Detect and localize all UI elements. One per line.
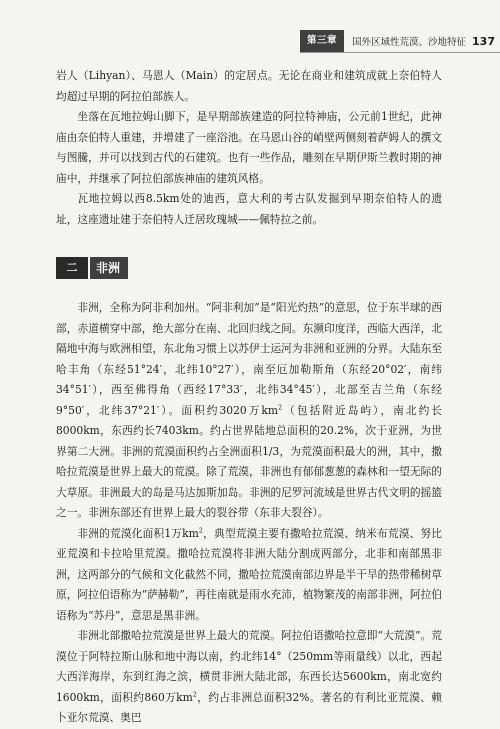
running-header xyxy=(300,30,500,52)
text-run: 非洲的荒漠化面积1万km xyxy=(77,526,199,540)
text-run: ，典型荒漠主要有撒哈拉荒漠、纳米布荒漠、努比亚荒漠和卡拉哈里荒漠。撒哈拉荒漠将非洲大陆分割成两部分，北非和南部黑非洲，这两部分的气候和文化截然不同，撒哈拉荒漠南部边界是半干旱的热带稀树草原，阿拉伯语称为“萨赫勒”，再往南就是雨水充沛，植物繁茂的南部非洲，阿拉伯语称为“苏丹”，意思是黑非洲。 xyxy=(56,526,442,622)
superscript: 2 xyxy=(198,525,203,534)
superscript: 2 xyxy=(278,402,283,411)
page-body xyxy=(56,66,442,729)
header-rule xyxy=(300,52,500,53)
paragraph xyxy=(56,524,442,627)
text-run: ，约占非洲总面积32%。著名的有利比亚荒漠、赖卜亚尔荒漠、奥巴 xyxy=(56,690,442,724)
page-number: 137 xyxy=(472,34,495,48)
paragraph: 瓦地拉姆以西8.5km处的迪西，意大利的考古队发掘到早期奈伯特人的遗址，这座遗址建于奈伯特人迁居玫瑰城——佩特拉之前。 xyxy=(56,192,442,226)
section-heading xyxy=(56,256,442,280)
paragraph: 坐落在瓦地拉姆山脚下，是早期部族建造的阿拉特神庙，公元前1世纪，此神庙由奈伯特人重建，并增建了一座浴池。在马恩山谷的峭壁两侧刻着萨姆人的撰文与图騰，并可以找到古代的石建筑。也有一些作品，雕刻在早期伊斯兰教时期的神庙中，并继承了阿拉伯部族神庙的建筑风格。 xyxy=(56,110,442,185)
text-run: 非洲，全称为阿非利加州。“阿非利加”是“阳光灼热”的意思，位于东半球的西部，赤道横穿中部，绝大部分在南、北回归线之间。东濒印度洋，西临大西洋，北隔地中海与欧洲相望，东北角习惯上以苏伊士运河为非洲和亚洲的分界。大陆东至哈丰角（东经51°24′，北纬10°27′），南至厄加勒斯角（东经20°02′，南纬34°51′），西至佛得角（西经17°33′，北纬34°45′），北部至吉兰角（东经9°50′，北纬37°21′）。面积约3020万km xyxy=(56,301,442,417)
section-number: 二 xyxy=(56,257,88,279)
section-title: 非洲 xyxy=(88,257,128,279)
superscript: 2 xyxy=(192,689,197,698)
text-run: 非洲北部撒哈拉荒漠是世界上最大的荒漠。阿拉伯语撒哈拉意即“大荒漠”。荒漠位于阿特拉斯山脉和地中海以南，约北纬14°（250mm等雨量线）以北，西起大西洋海岸，东到红海之滨，横贯非洲大陆北部，东西长达5600km，南北宽约1600km，面积约860万km xyxy=(56,629,442,704)
text-run: （包括附近岛屿），南北约长8000km，东西约长7403km。约占世界陆地总面积的20.2%，次于亚洲，为世界第二大洲。非洲的荒漠面积约占全洲面积1/3，为荒漠面积最大的洲，其中，撒哈拉荒漠是世界上最大的荒漠。除了荒漠，非洲也有郁郁葱葱的森林和一望无际的大草原。非洲最大的岛是马达加斯加岛。非洲的尼罗河流域是世界古代文明的摇篮之一。非洲东部还有世界上最大的裂谷带（东非大裂谷）。 xyxy=(56,403,442,519)
chapter-tag: 第三章 xyxy=(300,30,344,52)
paragraph xyxy=(56,298,442,524)
chapter-title: 国外区域性荒漠、沙地特征 xyxy=(352,37,467,48)
paragraph xyxy=(56,626,442,729)
paragraph: 岩人（Lihyan）、马恩人（Main）的定居点。无论在商业和建筑成就上奈伯特人均超过早期的阿拉伯部族人。 xyxy=(56,69,442,103)
